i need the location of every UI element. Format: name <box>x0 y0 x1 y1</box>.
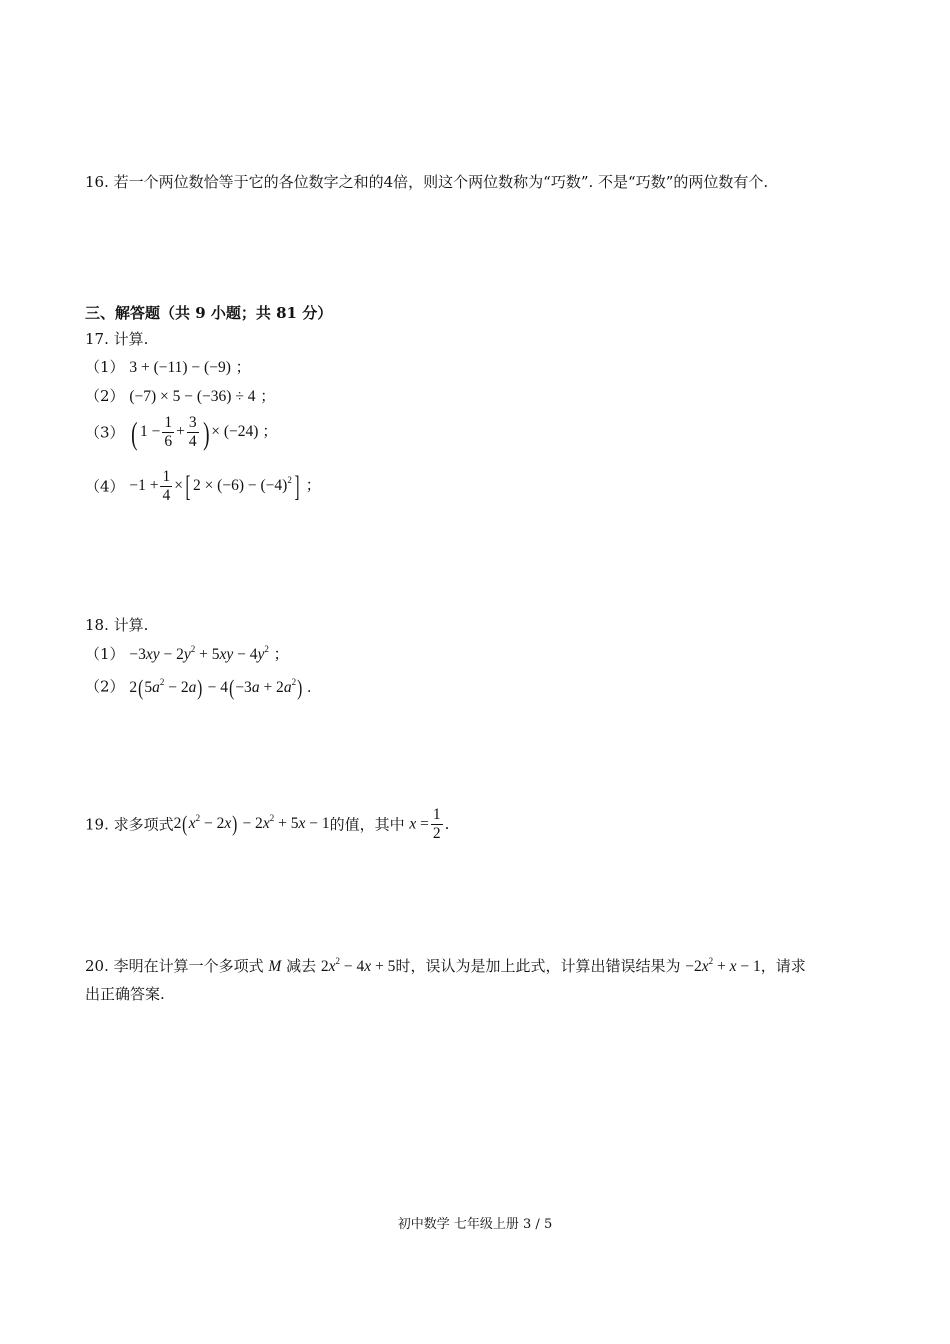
question-20-mid2: 时，误认为是加上此式，计算出错误结果为 <box>395 957 681 975</box>
math-expression: x = $\frac{1}{2}$ <box>409 806 441 842</box>
question-18-part-1: $(1) -3xy - 2y^2 + 5xy - 4y^2$ ； <box>85 644 289 663</box>
question-17-title: 17. 计算. <box>85 330 149 348</box>
math-expression: $-2x^2 + x - 1$ <box>685 956 761 975</box>
question-19 <box>85 806 449 843</box>
question-16-number: 16. <box>85 173 109 191</box>
math-expression: −1 + $\frac{1}{4}$ ×[ $2 \times (-6) - (-4)^2$] <box>129 468 300 504</box>
math-expression: $2(x^2 - 2x) - 2x^2 + 5x - 1$ <box>173 811 330 837</box>
part-label: （2） <box>85 387 125 405</box>
math-expression: 3 + (−11) − (−9) <box>129 359 231 376</box>
question-20-mid3: ，请求 <box>760 957 806 975</box>
question-20-line-2: 出正确答案. <box>85 985 165 1003</box>
part-label: （2） <box>85 677 125 696</box>
part-label: （4） <box>85 477 125 496</box>
math-expression: ( 1 − $\frac{1}{6}$ + $\frac{3}{4}$ ) × (−24) <box>131 414 263 451</box>
question-17-part-3: （3） ( 1 − $\frac{1}{6}$ + $\frac{3}{4}$ ) × (−24) ； <box>85 414 278 451</box>
question-20-mid1: 减去 <box>286 957 317 975</box>
question-20-prefix: 20. 李明在计算一个多项式 <box>85 957 264 975</box>
math-expression: $2(5a^2 - 2a) - 4(-3a + 2a^2)$ . <box>129 675 312 700</box>
part-label: （1） <box>85 358 125 376</box>
section-heading: 三、解答题（共 9 小题；共 81 分） <box>85 304 333 322</box>
variable-m: M <box>268 958 282 975</box>
question-19-middle: 的值，其中 <box>329 815 405 834</box>
question-17-part-4: （4） −1 + $\frac{1}{4}$ ×[ $2 \times (-6) - (-4)^2$] ； <box>85 468 321 504</box>
question-18-title: 18. 计算. <box>85 616 149 634</box>
question-17-part-1: （1） 3 + (−11) − (−9) ； <box>85 358 251 376</box>
page-footer: 初中数学 七年级上册 3 / 5 <box>397 1217 553 1232</box>
math-expression: $2x^2 - 4x + 5$ <box>320 956 396 975</box>
question-16 <box>85 171 768 192</box>
part-label: （1） <box>85 645 125 663</box>
question-20-line-1 <box>85 955 806 976</box>
question-18-part-2 <box>85 675 311 701</box>
math-expression: (−7) × 5 − (−36) ÷ 4 <box>129 388 256 405</box>
question-16-text: 若一个两位数恰等于它的各位数字之和的4倍，则这个两位数称为“巧数”. 不是“巧数”的两位数有个. <box>113 173 769 191</box>
math-expression: $-3xy - 2y^2 + 5xy - 4y^2$ <box>129 644 269 663</box>
part-label: （3） <box>85 423 125 442</box>
question-19-suffix: . <box>444 815 450 834</box>
question-17-part-2: （2） (−7) × 5 − (−36) ÷ 4 ； <box>85 387 276 405</box>
question-19-prefix: 19. 求多项式 <box>85 815 174 834</box>
